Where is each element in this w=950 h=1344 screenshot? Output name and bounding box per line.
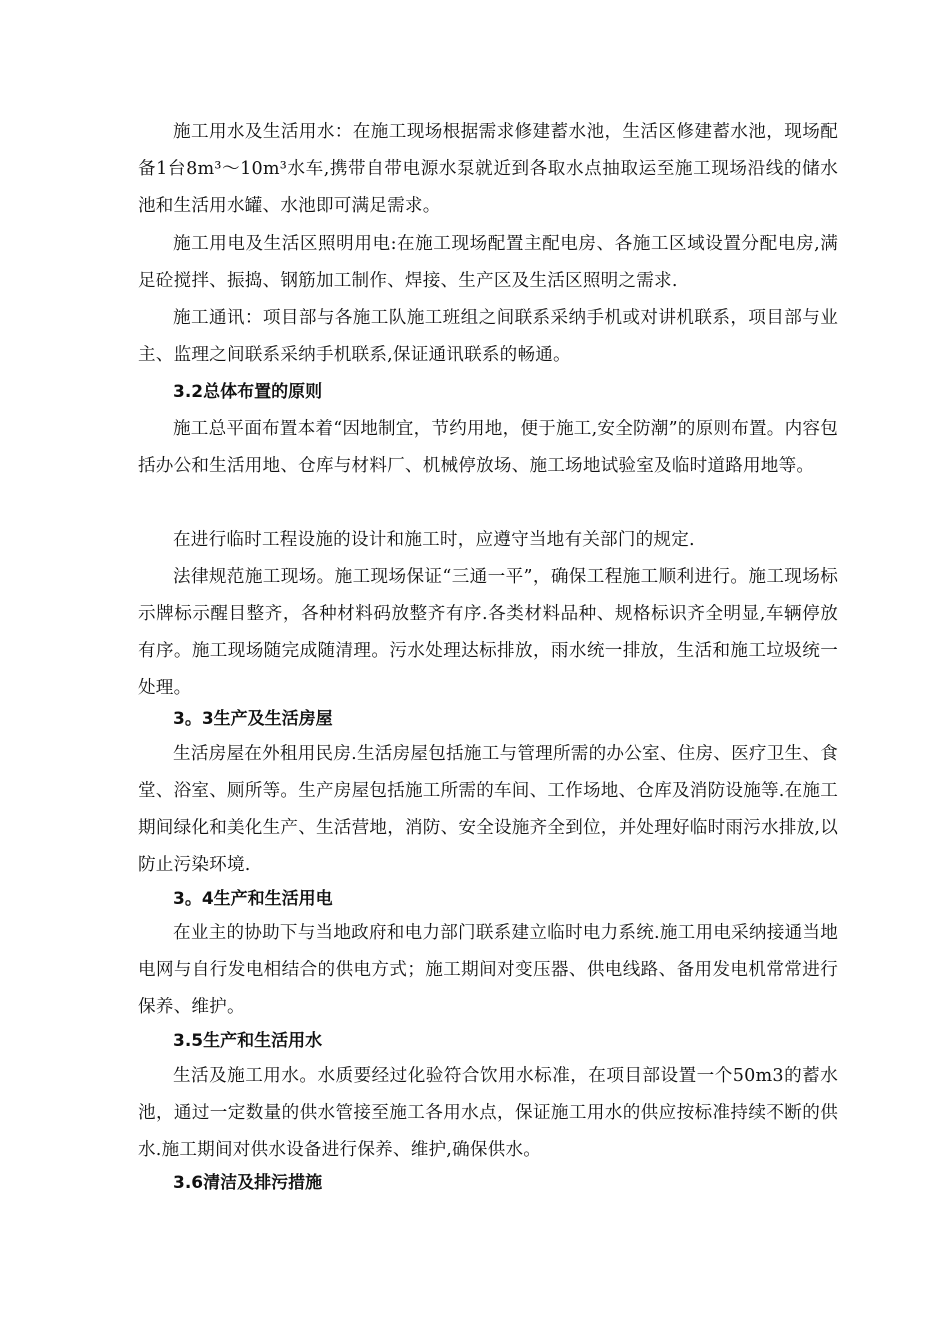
paragraph-construction-water: 施工用水及生活用水：在施工现场根据需求修建蓄水池，生活区修建蓄水池，现场配备1台8m³～10m³水车,携带自带电源水泵就近到各取水点抽取运至施工现场沿线的储水池和生活用水罐、水池即可满足需求。	[138, 122, 838, 216]
paragraph-water-supply: 生活及施工用水。水质要经过化验符合饮用水标准，在项目部设置一个50m3的蓄水池，通过一定数量的供水管接至施工各用水点，保证施工用水的供应按标准持续不断的供水.施工期间对供水设备进行保养、维护,确保供水。	[138, 1066, 838, 1160]
paragraph-regulations: 在进行临时工程设施的设计和施工时，应遵守当地有关部门的规定.	[173, 530, 695, 550]
paragraph-site-standards: 法律规范施工现场。施工现场保证“三通一平”，确保工程施工顺利进行。施工现场标示牌标示醒目整齐，各种材料码放整齐有序.各类材料品种、规格标识齐全明显,车辆停放有序。施工现场随完成随清理。污水处理达标排放，雨水统一排放，生活和施工垃圾统一处理。	[138, 567, 838, 698]
paragraph-housing: 生活房屋在外租用民房.生活房屋包括施工与管理所需的办公室、住房、医疗卫生、食堂、浴室、厕所等。生产房屋包括施工所需的车间、工作场地、仓库及消防设施等.在施工期间绿化和美化生产、生活营地，消防、安全设施齐全到位，并处理好临时雨污水排放,以防止污染环境.	[138, 744, 838, 875]
heading-3-5: 3.5生产和生活用水	[173, 1031, 323, 1051]
heading-3-2: 3.2总体布置的原则	[173, 382, 323, 402]
heading-3-6: 3.6清洁及排污措施	[173, 1173, 323, 1193]
paragraph-communication: 施工通讯：项目部与各施工队施工班组之间联系采纳手机或对讲机联系，项目部与业主、监理之间联系采纳手机联系,保证通讯联系的畅通。	[138, 308, 838, 365]
paragraph-layout-principle: 施工总平面布置本着“因地制宜，节约用地，便于施工,安全防潮”的原则布置。内容包括办公和生活用地、仓库与材料厂、机械停放场、施工场地试验室及临时道路用地等。	[138, 419, 838, 476]
heading-3-4: 3。4生产和生活用电	[173, 889, 333, 909]
paragraph-construction-power: 施工用电及生活区照明用电:在施工现场配置主配电房、各施工区域设置分配电房,满足砼搅拌、振捣、钢筋加工制作、焊接、生产区及生活区照明之需求.	[138, 234, 838, 291]
heading-3-3: 3。3生产及生活房屋	[173, 709, 333, 729]
paragraph-power-supply: 在业主的协助下与当地政府和电力部门联系建立临时电力系统.施工用电采纳接通当地电网与自行发电相结合的供电方式；施工期间对变压器、供电线路、备用发电机常常进行保养、维护。	[138, 923, 838, 1017]
